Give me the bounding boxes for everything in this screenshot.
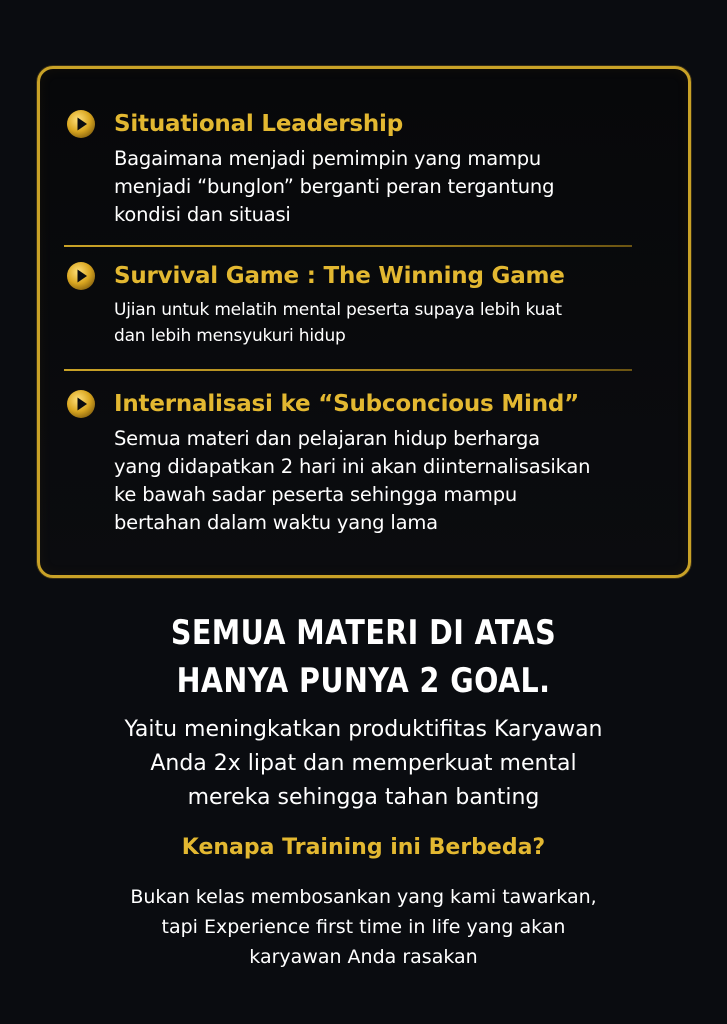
material-item-survival-game <box>66 261 662 349</box>
material-description-line: bertahan dalam waktu yang lama <box>114 511 438 534</box>
headline-line-1: SEMUA MATERI DI ATAS <box>170 613 557 653</box>
material-description-line: Bagaimana menjadi pemimpin yang mampu <box>114 147 542 170</box>
goal-text-line: Yaitu meningkatkan produktifitas Karyawan <box>124 717 603 742</box>
play-circle-icon <box>66 109 96 139</box>
goal-text-line: mereka sehingga tahan banting <box>187 785 540 810</box>
material-title: Situational Leadership <box>114 111 403 137</box>
material-title: Internalisasi ke “Subconcious Mind” <box>114 391 580 417</box>
why-text <box>40 882 687 972</box>
material-description-line: dan lebih mensyukuri hidup <box>114 326 346 346</box>
play-circle-icon <box>66 261 96 291</box>
divider <box>64 369 632 371</box>
material-description-line: kondisi dan situasi <box>114 203 291 226</box>
why-heading: Kenapa Training ini Berbeda? <box>181 835 546 860</box>
material-title: Survival Game : The Winning Game <box>114 263 565 289</box>
why-text-line: tapi Experience first time in life yang akan <box>161 916 566 938</box>
goal-text <box>40 713 687 815</box>
material-item-internalisasi <box>66 389 662 537</box>
why-text-line: karyawan Anda rasakan <box>249 946 478 968</box>
why-text-line: Bukan kelas membosankan yang kami tawarkan, <box>130 886 597 908</box>
materials-card <box>37 66 691 578</box>
material-description-line: yang didapatkan 2 hari ini akan diinternalisasikan <box>114 455 591 478</box>
material-item-header <box>66 261 662 291</box>
material-description <box>114 297 662 349</box>
divider <box>64 245 632 247</box>
material-description-line: Ujian untuk melatih mental peserta supaya lebih kuat <box>114 300 562 320</box>
material-description <box>114 145 662 229</box>
material-description-line: Semua materi dan pelajaran hidup berharga <box>114 427 540 450</box>
material-item-header <box>66 109 662 139</box>
material-description-line: ke bawah sadar peserta sehingga mampu <box>114 483 518 506</box>
headline-line-2: HANYA PUNYA 2 GOAL. <box>176 661 551 701</box>
material-item-header <box>66 389 662 419</box>
material-description <box>114 425 662 537</box>
play-circle-icon <box>66 389 96 419</box>
material-item-situational-leadership <box>66 109 662 229</box>
goal-text-line: Anda 2x lipat dan memperkuat mental <box>150 751 577 776</box>
material-description-line: menjadi “bunglon” berganti peran tergantung <box>114 175 555 198</box>
